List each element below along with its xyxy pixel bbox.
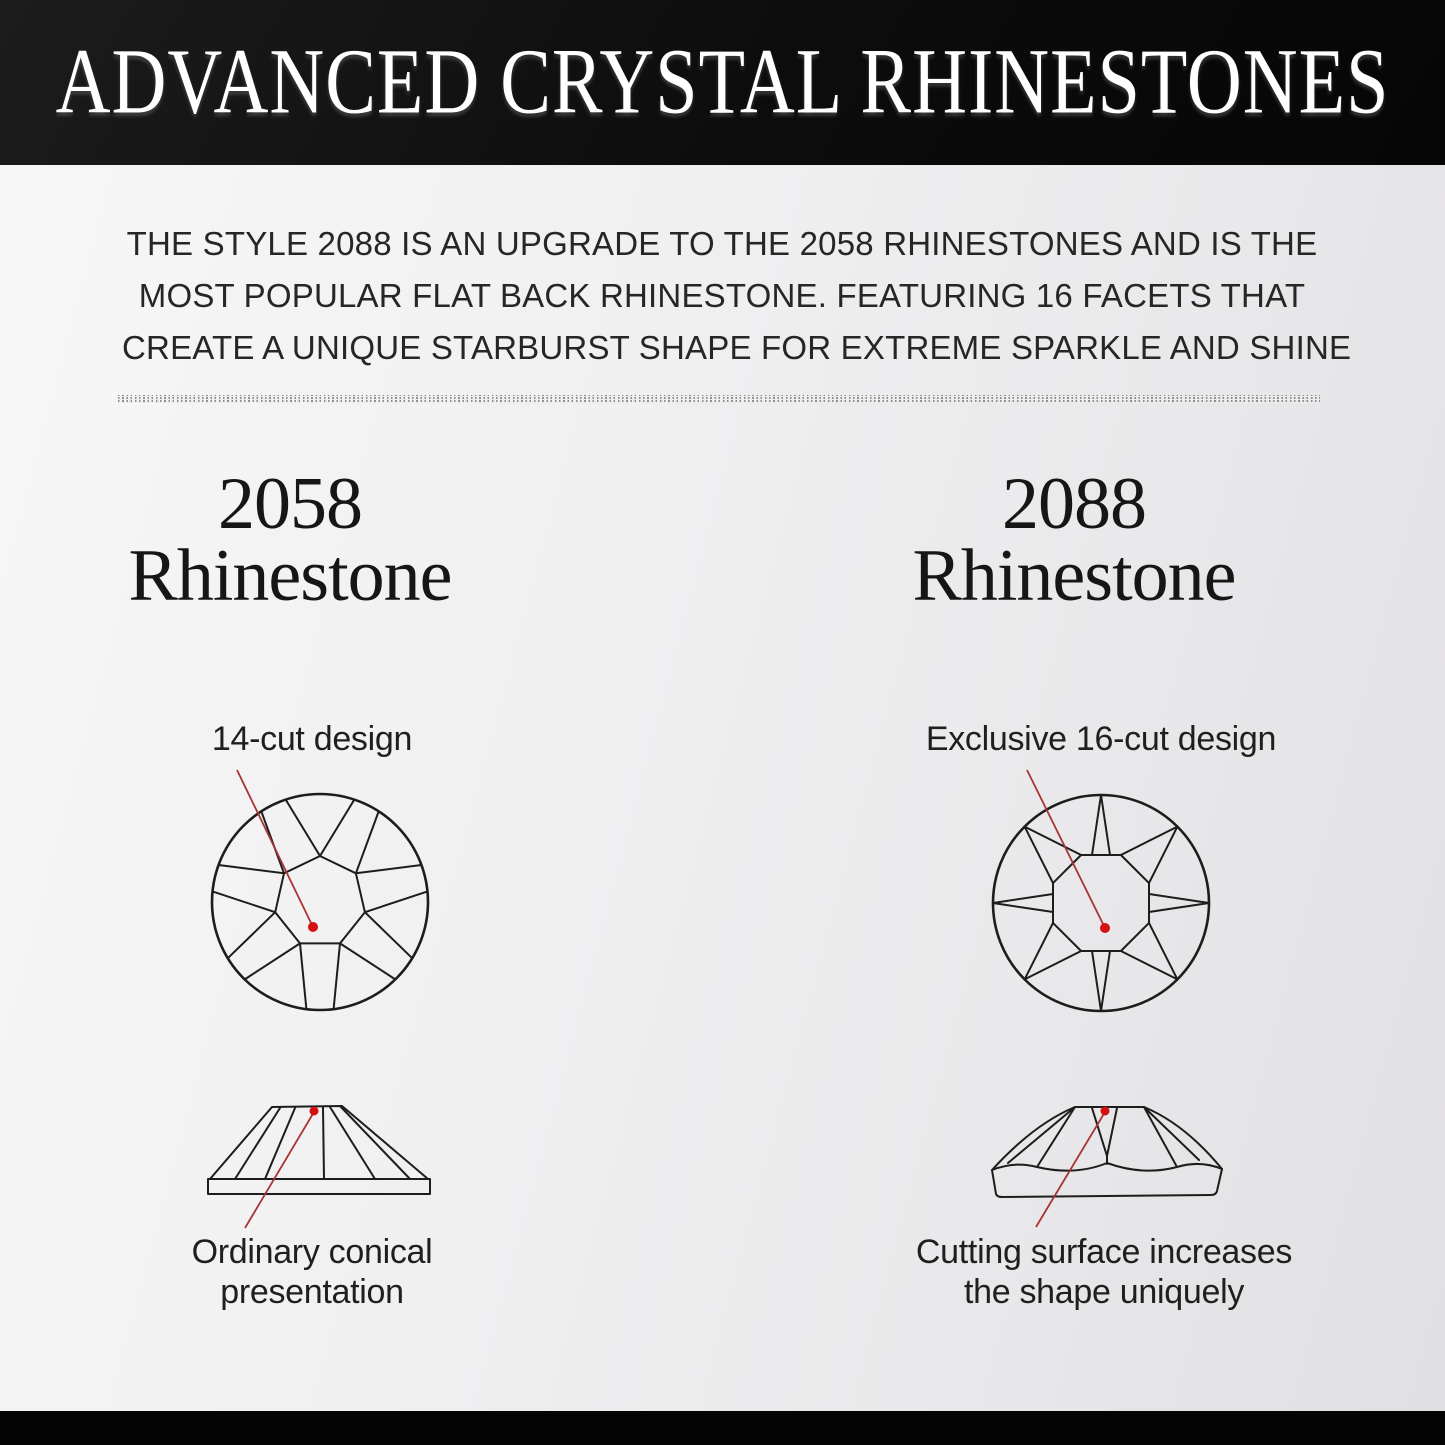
facet-pointer-dot <box>1100 923 1110 933</box>
intro-line: CREATE A UNIQUE STARBURST SHAPE FOR EXTREME SPARKLE AND SHINE <box>122 329 1352 366</box>
facet-pointer-dot <box>308 922 318 932</box>
caption-line: the shape uniquely <box>963 1273 1245 1311</box>
rhinestone-2058-side-view-diagram <box>200 1098 445 1238</box>
caption-cutting-surface <box>854 1232 1354 1312</box>
caption-ordinary-conical <box>62 1232 562 1312</box>
facet-pointer-dot <box>1101 1107 1110 1116</box>
label-14-cut-design: 14-cut design <box>211 720 413 758</box>
model-number: 2058 <box>218 463 362 545</box>
caption-line: Ordinary conical <box>191 1233 433 1271</box>
intro-paragraph <box>122 218 1352 374</box>
facet-pointer-dot <box>310 1107 319 1116</box>
leader-line <box>245 1112 314 1228</box>
model-number: 2088 <box>1002 463 1146 545</box>
heading-2058 <box>40 463 540 617</box>
label-16-cut-design: Exclusive 16-cut design <box>925 720 1277 758</box>
caption-line: presentation <box>220 1273 404 1311</box>
model-name: Rhinestone <box>128 535 452 617</box>
rhinestone-2088-top-view-diagram <box>961 762 1251 1032</box>
intro-line: MOST POPULAR FLAT BACK RHINESTONE. FEATURING 16 FACETS THAT <box>138 277 1306 314</box>
intro-line: THE STYLE 2088 IS AN UPGRADE TO THE 2058 RHINESTONES AND IS THE <box>126 225 1318 262</box>
dotted-divider <box>118 395 1320 403</box>
heading-2088 <box>824 463 1324 617</box>
header-band <box>0 0 1445 165</box>
page-title: ADVANCED CRYSTAL RHINESTONES <box>55 30 1390 134</box>
rhinestone-2088-side-view-diagram <box>975 1098 1240 1238</box>
caption-line: Cutting surface increases <box>915 1233 1293 1271</box>
rhinestone-2058-top-view-diagram <box>180 762 470 1032</box>
footer-band <box>0 1411 1445 1445</box>
model-name: Rhinestone <box>912 535 1236 617</box>
